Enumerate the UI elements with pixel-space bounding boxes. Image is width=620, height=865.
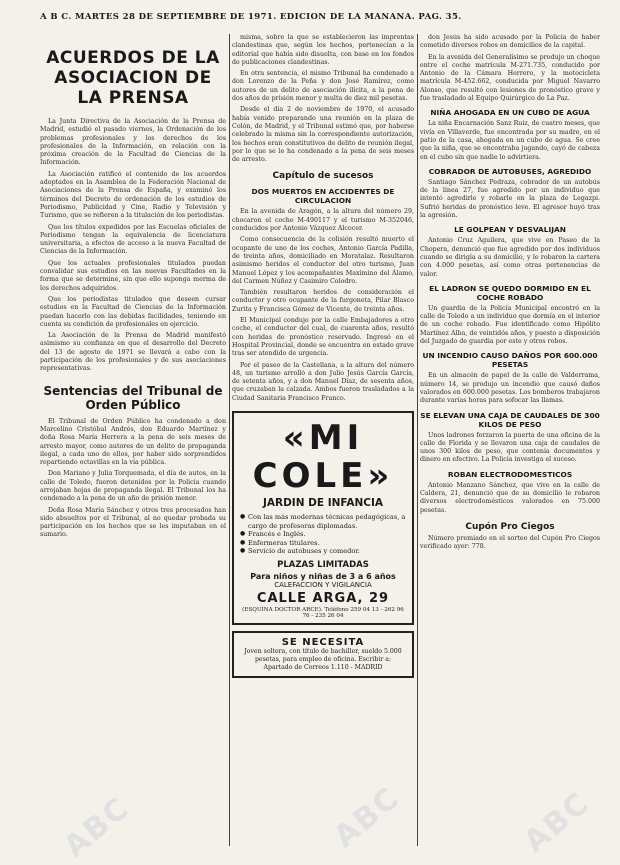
paragraph: Antonio Manzano Sánchez, que vive en la calle de Caldera, 21, denunció que de su domicilio le robaron diversos electrodomésticos valorados en 75.000 pesetas. <box>420 481 600 514</box>
paragraph: Por el paseo de la Castellana, a la altura del número 48, un turismo arrolló a don Julio Jesús García García, de setenta años, y a don Manuel Díaz, de sesenta años, que cruzaban la calzada. Ambos fueron trasladados a la Ciudad Sanitaria Francisco Franco. <box>232 361 414 402</box>
paragraph: Que los actuales profesionales titulados puedan convalidar sus estudios en las nuevas Facultades en la forma que se determine, sin que ello suponga merma de los derechos adquiridos. <box>40 259 226 292</box>
paragraph: don Jesús ha sido acusado por la Policía de haber cometido diversos robos en domicilios de la capital. <box>420 34 600 50</box>
page-header: A B C. MARTES 28 DE SEPTIEMBRE DE 1971. EDICION DE LA MAÑANA. PAG. 35. <box>40 12 462 22</box>
paragraph: Que los periodistas titulados que deseen cursar estudios en la Facultad de Ciencias de la Información puedan hacerlo con las debidas facilidades, teniendo en cuenta su condición de profesionales en ejercicio. <box>40 295 226 328</box>
list-item: ● Enfermeras titulares. <box>240 539 406 548</box>
paragraph: En la avenida del Generalísimo se produjo un choque entre el coche matrícula M-271.735, conducido por Antonio de la Cámara Herrero, y la motocicleta matrícula M-452.662, conducida por Miguel Navarro Alonso, que resultó con lesiones de pronóstico grave y fue trasladado al Equipo Quirúrgico de La Paz. <box>420 53 600 103</box>
paragraph: Como consecuencia de la colisión resultó muerto el ocupante de uno de los coches, Antonio García Padilla, de treinta años, domiciliado en Moratalaz. Resultaron asimismo heridos el conductor del otro turismo, Juan Manuel López y los acompañantes Maximino del Álamo, del Carmen Núñez y Casimiro Colodro. <box>232 236 414 285</box>
advertisement-se-necesita <box>232 631 414 678</box>
paragraph: La niña Encarnación Sanz Ruiz, de cuatro meses, que vivía en Villaverde, fue encontrada por su madre, en el patio de la casa, ahogada en un cubo de agua. Se cree que la niña, que se encontraba jugando, cayó de cabeza en el cubo sin que nadie lo advirtiera. <box>420 120 600 161</box>
article-headline-ladron: EL LADRON SE QUEDO DORMIDO EN EL COCHE ROBADO <box>429 283 591 302</box>
article-headline-nina: NIÑA AHOGADA EN UN CUBO DE AGUA <box>430 108 590 118</box>
article-body-accidentes <box>232 208 414 403</box>
paragraph: También resultaron heridos de consideración el conductor y otro ocupante de la furgoneta, Pilar Blasco Zurita y Francisca Gómez de Vicente, de treinta años. <box>232 289 414 313</box>
paragraph: Unos ladrones forzaron la puerta de una oficina de la calle de Florida y se llevaron una caja de caudales de unos 300 kilos de peso, que contenía documentos y dinero en efectivo. La Policía investiga el suceso. <box>420 431 600 464</box>
article-headline-electrodomesticos: ROBAN ELECTRODOMESTICOS <box>447 469 573 479</box>
paragraph: Desde el día 2 de noviembre de 1970, el acusado había venido preparando una reunión en la plaza de Colón, de Madrid, y el Tribunal estimó que, por haberse celebrado la misma sin la correspondiente autorización, los hechos eran constitutivos de delito de reunión ilegal, por lo que se le ha condenado a la pena de seis meses de arresto. <box>232 106 414 164</box>
paragraph: El Tribunal de Orden Público ha condenado a don Marcelino Cristóbal Andrés, don Eduardo Martínez y doña Rosa María Herrera a la pena de seis meses de arresto mayor, como autores de un delito de propaganda ilegal, a cada uno de ellos, por haber sido sorprendidos repartiendo octavillas en la vía pública. <box>40 417 226 467</box>
paragraph: La Asociación ratificó el contenido de los acuerdos adoptados en la Asamblea de la Federación Nacional de Asociaciones de la Prensa de España, y examinó los términos del Decreto de ordenación de los estudios de Periodismo, Publicidad y Cine, Radio y Televisión y Turismo, que se refieren a la titulación de los periodistas. <box>40 170 226 220</box>
paragraph: Santiago Sánchez Pedraza, cobrador de un autobús de la línea 27, fue agredido por un individuo que intentó agredirle y robarle en la plaza de Legazpi. Sufrió heridas de pronóstico leve. El agresor huyó tras la agresión. <box>420 178 600 220</box>
article-headline-prensa: ACUERDOS DE LA ASOCIACION DE LA PRENSA <box>46 48 220 108</box>
advertisement-mi-cole <box>232 411 414 625</box>
paragraph: Número premiado en el sorteo del Cupón Pro Ciegos verificado ayer: 778. <box>420 534 600 551</box>
column-divider-1 <box>229 34 230 846</box>
list-item: ● Servicio de autobuses y comedor. <box>240 547 406 556</box>
article-headline-cobrador: COBRADOR DE AUTOBUSES, AGREDIDO <box>428 166 592 176</box>
watermark: ABC <box>517 785 597 860</box>
paragraph: La Asociación de la Prensa de Madrid manifestó asimismo su confianza en que el desarrollo del Decreto del 13 de agosto de 1971 se llevará a cabo con la participación de los profesionales y de sus asociaciones representativas. <box>40 332 226 373</box>
article-headline-caja: SE ELEVAN UNA CAJA DE CAUDALES DE 300 KILOS DE PESO <box>420 410 600 429</box>
ad-ages: Para niños y niñas de 3 a 6 años <box>250 571 396 581</box>
article-headline-cupon: Cupón Pro Ciegos <box>465 521 555 532</box>
list-item: ● Con las más modernas técnicas pedagógicas, a cargo de profesoras diplomadas. <box>240 513 406 530</box>
paragraph: Que los títulos expedidos por las Escuelas oficiales de Periodismo tengan la equivalencia de licenciatura universitaria, a efectos de acceso a la nueva Facultad de Ciencias de la Información. <box>40 223 226 256</box>
paragraph: Antonio Cruz Aguilera, que vive en Paseo de la Chopera, denunció que fue agredido por dos individuos cuando se dirigía a su domicilio, y le robaron la cartera con 4.000 pesetas, así como otras pertenencias de valor. <box>420 237 600 278</box>
ad-title: SE NECESITA <box>281 636 365 648</box>
ad-footer: (ESQUINA DOCTOR ARCE). Teléfono 259 04 13 - 262 96 76 - 235 26 04 <box>242 606 404 619</box>
ad-subtitle: JARDIN DE INFANCIA <box>262 496 384 509</box>
ad-body: Joven soltera, con título de bachiller, sueldo 5.000 pesetas, para empleo de oficina. Escribir a: Apartado de Correos 1.110 - MADRID <box>244 647 402 671</box>
ad-plazas: PLAZAS LIMITADAS <box>277 559 369 570</box>
paragraph: Don Mariano y Julia Torquemada, el día de autos, en la calle de Toledo, fueron detenidos por la Policía cuando arrojaban hojas de propaganda ilegal. El Tribunal los ha condenado a la pena de un año de prisión menor. <box>40 470 226 503</box>
ad-address: CALLE ARGA, 29 <box>256 590 390 606</box>
article-headline-sentencias: Sentencias del Tribunal de Orden Público <box>43 383 223 412</box>
list-item: ● Francés e Inglés. <box>240 530 406 539</box>
article-headline-incendio: UN INCENDIO CAUSO DAÑOS POR 600.000 PESETAS <box>422 351 598 370</box>
paragraph: misma, sobre la que se establecieron las imprentas clandestinas que, según los hechos, pertenecían a la editorial que había sido disuelta, con base en los fondos de publicaciones clandestinas. <box>232 34 414 66</box>
article-headline-accidentes: DOS MUERTOS EN ACCIDENTES DE CIRCULACION <box>251 187 395 206</box>
column-divider-2 <box>417 34 418 846</box>
article-continuation <box>420 34 600 103</box>
paragraph: En la avenida de Aragón, a la altura del número 29, chocaron el coche M-490117 y el turismo M-352046, conducidos por Antonio Vázquez Alcocer. <box>232 208 414 233</box>
ad-services: CALEFACCION Y VIGILANCIA <box>274 580 372 589</box>
paragraph: El Municipal condujo por la calle Embajadores a otro coche, el conductor del cual, de cuarenta años, resultó con heridas de pronóstico reservado. Ingresó en el Hospital Provincial, donde se encuentra en estado grave tras ser atendido de urgencia. <box>232 317 414 358</box>
paragraph: La Junta Directiva de la Asociación de la Prensa de Madrid, estudió el pasado viernes, la Ordenación de los problemas profesionales y los derechos de los profesionales de la Información, en relación con la próxima creación de la Facultad de Ciencias de la Información. <box>40 118 226 167</box>
watermark: ABC <box>327 780 407 855</box>
watermark: ABC <box>57 790 137 865</box>
article-continuation <box>232 34 414 164</box>
ad-logo: «MI COLE» <box>252 417 394 496</box>
column-1 <box>40 34 226 850</box>
paragraph: En otra sentencia, el mismo Tribunal ha condenado a don Lorenzo de la Peña y don José Ramírez, como autores de un delito de asociación ilícita, a la pena de dos años de prisión menor y multa de diez mil pesetas. <box>232 70 414 103</box>
section-title-sucesos: Capítulo de sucesos <box>272 171 374 182</box>
paragraph: Doña Rosa María Sánchez y otros tres procesados han sido absueltos por el Tribunal, al no quedar probada su participación en los hechos que se les imputaban en el sumario. <box>40 506 226 539</box>
article-body-sentencias <box>40 418 226 540</box>
paragraph: En un almacén de papel de la calle de Valderrama, número 14, se produjo un incendio que causó daños valorados en 600.000 pesetas. Los bomberos trabajaron durante varias horas para sofocar las llamas. <box>420 372 600 405</box>
article-body-prensa <box>40 118 226 374</box>
column-2 <box>232 34 414 850</box>
paragraph: Un guardia de la Policía Municipal encontró en la calle de Toledo a un individuo que dormía en el interior de un coche robado. Fue identificado como Hipólito Martínez Alba, de veintidós años, y puesto a disposición del Juzgado de guardia por este y otros robos. <box>420 304 600 346</box>
ad-feature-list <box>240 513 406 556</box>
column-3 <box>420 34 600 850</box>
article-headline-golpean: LE GOLPEAN Y DESVALIJAN <box>454 225 566 235</box>
